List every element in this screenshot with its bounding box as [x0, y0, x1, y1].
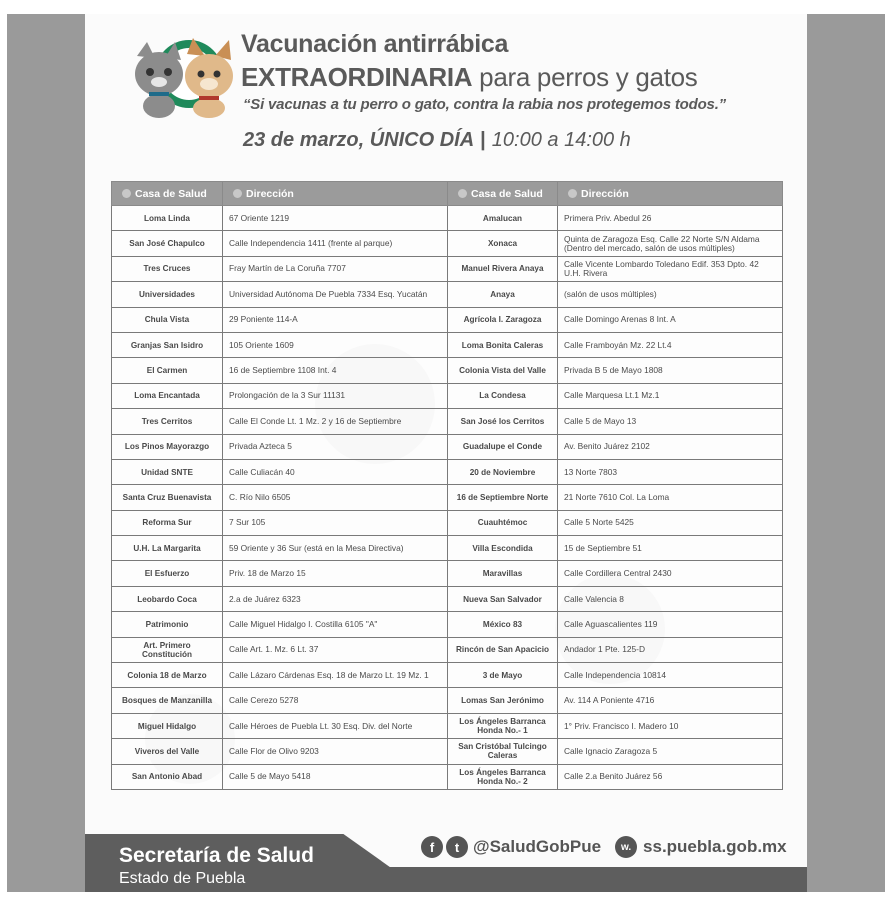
column-header: [448, 182, 558, 206]
site-name-cell: Universidades: [112, 282, 223, 307]
site-name-cell: Tres Cruces: [112, 256, 223, 281]
site-address-cell: Calle Independencia 1411 (frente al parque): [223, 231, 448, 256]
table-row: [112, 688, 783, 713]
site-name-cell: Reforma Sur: [112, 510, 223, 535]
column-header-label: Dirección: [581, 187, 629, 200]
table-row: [112, 536, 783, 561]
column-header-label: Dirección: [246, 187, 294, 200]
paw-icon: [233, 189, 242, 198]
site-address-cell: Calle 5 Norte 5425: [558, 510, 783, 535]
site-name-cell: Leobardo Coca: [112, 586, 223, 611]
site-name-cell: México 83: [448, 612, 558, 637]
site-address-cell: Calle Valencia 8: [558, 586, 783, 611]
site-name-cell: Nueva San Salvador: [448, 586, 558, 611]
site-name-cell: Patrimonio: [112, 612, 223, 637]
table-row: [112, 764, 783, 789]
estado-de-puebla: Estado de Puebla: [119, 870, 246, 887]
right-gray-bar: [807, 14, 885, 892]
site-name-cell: Colonia Vista del Valle: [448, 358, 558, 383]
site-name-cell: Los Pinos Mayorazgo: [112, 434, 223, 459]
campaign-title: Vacunación antirrábica: [241, 30, 509, 58]
site-name-cell: El Carmen: [112, 358, 223, 383]
site-name-cell: Lomas San Jerónimo: [448, 688, 558, 713]
site-name-cell: Xonaca: [448, 231, 558, 256]
social-links: [421, 834, 787, 860]
site-name-cell: Cuauhtémoc: [448, 510, 558, 535]
site-address-cell: Calle Vicente Lombardo Toledano Edif. 353 Dpto. 42 U.H. Rivera: [558, 256, 783, 281]
site-address-cell: (salón de usos múltiples): [558, 282, 783, 307]
site-address-cell: Andador 1 Pte. 125-D: [558, 637, 783, 662]
column-header: [112, 182, 223, 206]
event-hours: 10:00 a 14:00 h: [491, 129, 631, 151]
site-address-cell: Calle Art. 1. Mz. 6 Lt. 37: [223, 637, 448, 662]
site-name-cell: Unidad SNTE: [112, 459, 223, 484]
site-name-cell: Manuel Rivera Anaya: [448, 256, 558, 281]
table-row: [112, 739, 783, 764]
table-row: [112, 561, 783, 586]
site-address-cell: Calle Culiacán 40: [223, 459, 448, 484]
site-name-cell: 3 de Mayo: [448, 663, 558, 688]
site-name-cell: Colonia 18 de Marzo: [112, 663, 223, 688]
site-address-cell: 15 de Septiembre 51: [558, 536, 783, 561]
site-name-cell: San José los Cerritos: [448, 409, 558, 434]
site-name-cell: Chula Vista: [112, 307, 223, 332]
site-address-cell: 21 Norte 7610 Col. La Loma: [558, 485, 783, 510]
table-row: [112, 713, 783, 738]
site-address-cell: Priv. 18 de Marzo 15: [223, 561, 448, 586]
site-address-cell: Fray Martín de La Coruña 7707: [223, 256, 448, 281]
table-row: [112, 256, 783, 281]
site-name-cell: Amalucan: [448, 206, 558, 231]
site-address-cell: Calle 5 de Mayo 5418: [223, 764, 448, 789]
subtitle-bold: EXTRAORDINARIA: [241, 62, 473, 92]
site-name-cell: Los Ángeles Barranca Honda No.- 2: [448, 764, 558, 789]
table-row: [112, 586, 783, 611]
site-name-cell: Art. Primero Constitución: [112, 637, 223, 662]
site-address-cell: Calle Miguel Hidalgo I. Costilla 6105 "A": [223, 612, 448, 637]
event-date: 23 de marzo, ÚNICO DÍA: [243, 129, 475, 151]
table-row: [112, 282, 783, 307]
site-name-cell: Viveros del Valle: [112, 739, 223, 764]
site-name-cell: Rincón de San Apacicio: [448, 637, 558, 662]
site-name-cell: Loma Linda: [112, 206, 223, 231]
site-address-cell: Av. 114 A Poniente 4716: [558, 688, 783, 713]
site-name-cell: San Antonio Abad: [112, 764, 223, 789]
site-address-cell: 2.a de Juárez 6323: [223, 586, 448, 611]
event-date-line: [243, 129, 631, 152]
site-address-cell: 7 Sur 105: [223, 510, 448, 535]
site-address-cell: Privada B 5 de Mayo 1808: [558, 358, 783, 383]
site-address-cell: Prolongación de la 3 Sur 11131: [223, 383, 448, 408]
site-name-cell: U.H. La Margarita: [112, 536, 223, 561]
table-row: [112, 663, 783, 688]
site-name-cell: Miguel Hidalgo: [112, 713, 223, 738]
table-row: [112, 383, 783, 408]
site-address-cell: 59 Oriente y 36 Sur (está en la Mesa Directiva): [223, 536, 448, 561]
site-name-cell: Anaya: [448, 282, 558, 307]
site-address-cell: Calle Independencia 10814: [558, 663, 783, 688]
social-handle[interactable]: @SaludGobPue: [473, 837, 602, 856]
table-row: [112, 206, 783, 231]
site-name-cell: Granjas San Isidro: [112, 332, 223, 357]
paw-icon: [458, 189, 467, 198]
site-address-cell: Privada Azteca 5: [223, 434, 448, 459]
site-address-cell: Calle Ignacio Zaragoza 5: [558, 739, 783, 764]
vaccination-sites-table: [111, 181, 783, 790]
site-address-cell: Universidad Autónoma De Puebla 7334 Esq. Yucatán: [223, 282, 448, 307]
table-row: [112, 510, 783, 535]
campaign-quote: “Si vacunas a tu perro o gato, contra la rabia nos protegemos todos.”: [243, 96, 726, 113]
site-name-cell: Loma Bonita Caleras: [448, 332, 558, 357]
table-row: [112, 434, 783, 459]
footer: [85, 822, 807, 892]
site-name-cell: Tres Cerritos: [112, 409, 223, 434]
paw-icon: [568, 189, 577, 198]
campaign-subtitle: [241, 62, 697, 93]
site-address-cell: Calle 5 de Mayo 13: [558, 409, 783, 434]
site-name-cell: 20 de Noviembre: [448, 459, 558, 484]
site-address-cell: 67 Oriente 1219: [223, 206, 448, 231]
site-address-cell: Calle Cerezo 5278: [223, 688, 448, 713]
secretaria-de-salud: Secretaría de Salud: [119, 844, 314, 867]
column-header: [223, 182, 448, 206]
site-address-cell: Calle 2.a Benito Juárez 56: [558, 764, 783, 789]
table-row: [112, 231, 783, 256]
site-address-cell: Calle Héroes de Puebla Lt. 30 Esq. Div. del Norte: [223, 713, 448, 738]
table-row: [112, 409, 783, 434]
table-header-row: [112, 182, 783, 206]
site-address-cell: Calle Cordillera Central 2430: [558, 561, 783, 586]
site-address-cell: Calle Aguascalientes 119: [558, 612, 783, 637]
table-row: [112, 307, 783, 332]
site-name-cell: Santa Cruz Buenavista: [112, 485, 223, 510]
site-address-cell: 1° Priv. Francisco I. Madero 10: [558, 713, 783, 738]
cat-and-dog-logo-icon: [131, 36, 237, 118]
site-address-cell: 16 de Septiembre 1108 Int. 4: [223, 358, 448, 383]
table-row: [112, 612, 783, 637]
table-row: [112, 637, 783, 662]
site-name-cell: San Cristóbal Tulcingo Caleras: [448, 739, 558, 764]
site-name-cell: La Condesa: [448, 383, 558, 408]
column-header-label: Casa de Salud: [135, 187, 207, 200]
column-header-label: Casa de Salud: [471, 187, 543, 200]
site-name-cell: Loma Encantada: [112, 383, 223, 408]
site-name-cell: 16 de Septiembre Norte: [448, 485, 558, 510]
website-link[interactable]: ss.puebla.gob.mx: [643, 837, 787, 856]
site-address-cell: Av. Benito Juárez 2102: [558, 434, 783, 459]
site-address-cell: Calle Flor de Olivo 9203: [223, 739, 448, 764]
site-address-cell: Calle Framboyán Mz. 22 Lt.4: [558, 332, 783, 357]
date-separator: |: [480, 129, 486, 151]
site-name-cell: Maravillas: [448, 561, 558, 586]
site-address-cell: 105 Oriente 1609: [223, 332, 448, 357]
site-name-cell: San José Chapulco: [112, 231, 223, 256]
subtitle-rest: para perros y gatos: [472, 62, 698, 92]
table-row: [112, 485, 783, 510]
paw-icon: [122, 189, 131, 198]
site-address-cell: Quinta de Zaragoza Esq. Calle 22 Norte S/N Aldama (Dentro del mercado, salón de usos múltiples): [558, 231, 783, 256]
site-address-cell: C. Río Nilo 6505: [223, 485, 448, 510]
website-icon[interactable]: w.: [615, 836, 637, 858]
site-address-cell: Calle Domingo Arenas 8 Int. A: [558, 307, 783, 332]
table-row: [112, 332, 783, 357]
site-name-cell: El Esfuerzo: [112, 561, 223, 586]
site-address-cell: Primera Priv. Abedul 26: [558, 206, 783, 231]
site-address-cell: Calle El Conde Lt. 1 Mz. 2 y 16 de Septiembre: [223, 409, 448, 434]
site-address-cell: Calle Marquesa Lt.1 Mz.1: [558, 383, 783, 408]
site-address-cell: 13 Norte 7803: [558, 459, 783, 484]
site-name-cell: Villa Escondida: [448, 536, 558, 561]
site-address-cell: Calle Lázaro Cárdenas Esq. 18 de Marzo Lt. 19 Mz. 1: [223, 663, 448, 688]
site-name-cell: Agrícola I. Zaragoza: [448, 307, 558, 332]
table-row: [112, 459, 783, 484]
twitter-icon[interactable]: t: [446, 836, 468, 858]
site-name-cell: Los Ángeles Barranca Honda No.- 1: [448, 713, 558, 738]
site-address-cell: 29 Poniente 114-A: [223, 307, 448, 332]
site-name-cell: Bosques de Manzanilla: [112, 688, 223, 713]
site-name-cell: Guadalupe el Conde: [448, 434, 558, 459]
column-header: [558, 182, 783, 206]
left-gray-bar: [7, 14, 85, 892]
table-row: [112, 358, 783, 383]
facebook-icon[interactable]: f: [421, 836, 443, 858]
poster: [85, 14, 807, 892]
